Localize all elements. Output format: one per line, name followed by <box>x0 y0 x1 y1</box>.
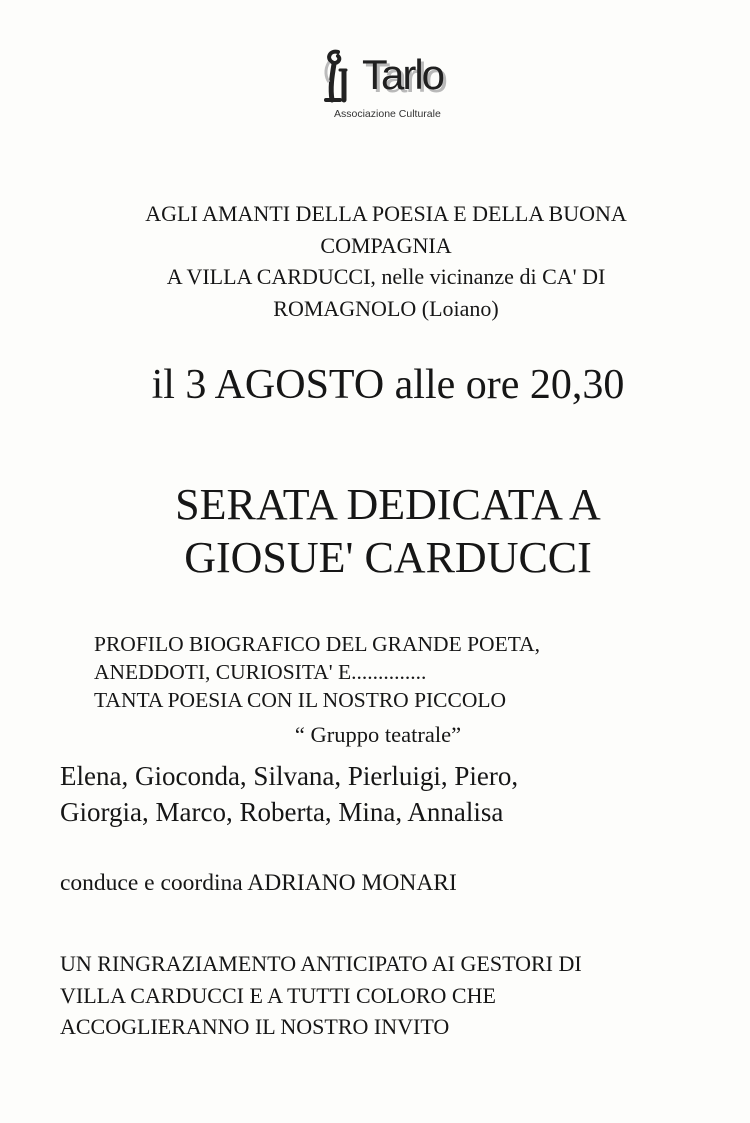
title-line: GIOSUE' CARDUCCI <box>184 533 592 582</box>
thanks-text <box>60 948 582 1043</box>
event-datetime: il 3 AGOSTO alle ore 20,30 <box>151 362 625 408</box>
thanks-line: UN RINGRAZIAMENTO ANTICIPATO AI GESTORI DI <box>60 951 582 976</box>
intro-line: ROMAGNOLO (Loiano) <box>273 295 499 321</box>
thanks-line: ACCOGLIERANNO IL NOSTRO INVITO <box>60 1014 450 1039</box>
performer-names <box>60 758 518 830</box>
logo-name: Tarlo <box>362 51 444 98</box>
profile-line: PROFILO BIOGRAFICO DEL GRANDE POETA, <box>94 632 541 656</box>
woodworm-figure-icon <box>320 48 354 106</box>
profile-line: TANTA POESIA CON IL NOSTRO PICCOLO <box>94 688 507 712</box>
logo-subtitle: Associazione Culturale <box>334 108 441 120</box>
event-title <box>0 478 750 584</box>
intro-line: A VILLA CARDUCCI, nelle vicinanze di CA' DI <box>166 264 606 289</box>
profile-line: ANEDDOTI, CURIOSITA' E.............. <box>94 660 427 684</box>
intro-line: COMPAGNIA <box>320 232 452 258</box>
program-description <box>94 630 540 714</box>
title-line: SERATA DEDICATA A <box>175 480 601 529</box>
theatre-group-label: “ Gruppo teatrale” <box>294 722 462 747</box>
names-line: Elena, Gioconda, Silvana, Pierluigi, Piero, <box>60 761 519 791</box>
host-credit: conduce e coordina ADRIANO MONARI <box>60 870 457 896</box>
intro-text <box>0 198 750 324</box>
association-logo <box>318 48 488 128</box>
names-line: Giorgia, Marco, Roberta, Mina, Annalisa <box>60 797 504 827</box>
thanks-line: VILLA CARDUCCI E A TUTTI COLORO CHE <box>60 982 496 1008</box>
intro-line: AGLI AMANTI DELLA POESIA E DELLA BUONA <box>145 201 627 226</box>
